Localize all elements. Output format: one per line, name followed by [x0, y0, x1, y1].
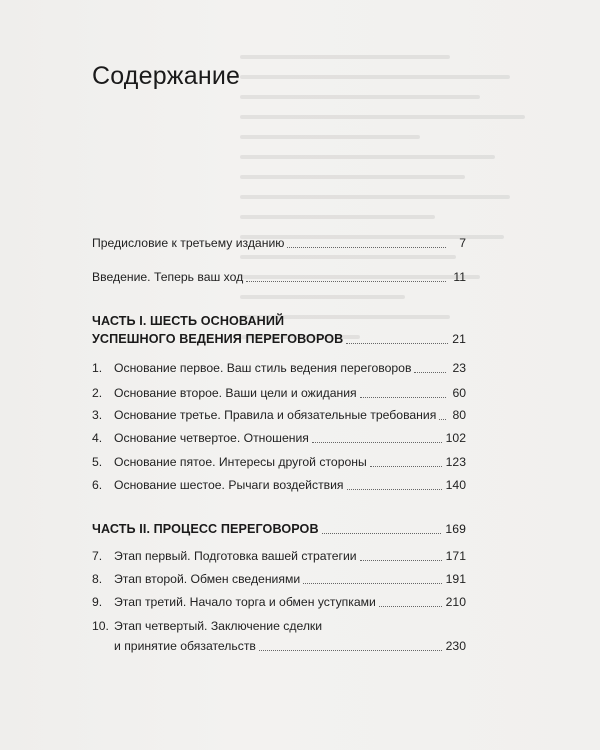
toc-page-number: 23	[452, 361, 466, 375]
toc-entry-chapter-1[interactable]	[92, 361, 466, 376]
dot-leader	[360, 559, 442, 561]
dot-leader	[322, 532, 442, 534]
toc-entry-chapter-3[interactable]	[92, 408, 466, 423]
toc-page-number: 60	[452, 386, 466, 400]
toc-entry-text: Основание первое. Ваш стиль ведения переговоров	[114, 361, 412, 375]
toc-entry-preface[interactable]	[92, 236, 466, 251]
toc-entry-text: Этап третий. Начало торга и обмен уступками	[114, 595, 376, 609]
part-heading-line1: ЧАСТЬ II. ПРОЦЕСС ПЕРЕГОВОРОВ	[92, 522, 319, 536]
dot-leader	[259, 649, 442, 651]
chapter-number: 1.	[92, 361, 103, 375]
toc-page-number: 169	[445, 522, 466, 536]
toc-entry-text: Основание третье. Правила и обязательные требования	[114, 408, 437, 422]
toc-entry-text: Основание пятое. Интересы другой стороны	[114, 455, 367, 469]
toc-entry-chapter-6[interactable]	[92, 478, 466, 493]
chapter-number: 5.	[92, 455, 103, 469]
toc-page-number: 21	[452, 332, 466, 346]
toc-page-number: 11	[453, 270, 466, 284]
chapter-number: 8.	[92, 572, 103, 586]
toc-page-number: 140	[445, 478, 466, 492]
toc-entry-chapter-8[interactable]	[92, 572, 466, 587]
toc-page-number: 230	[445, 639, 466, 653]
toc-page-number: 191	[445, 572, 466, 586]
dot-leader	[414, 371, 446, 373]
toc-entry-text-line2: и принятие обязательств	[114, 639, 256, 653]
toc-entry-chapter-4[interactable]	[92, 431, 466, 446]
dot-leader	[439, 418, 446, 420]
toc-page-number: 171	[445, 549, 466, 563]
toc-entry-chapter-9[interactable]	[92, 595, 466, 610]
toc-entry-text: Основание четвертое. Отношения	[114, 431, 309, 445]
dot-leader	[347, 488, 442, 490]
toc-entry-text: Этап второй. Обмен сведениями	[114, 572, 301, 586]
toc-entry-text: Этап первый. Подготовка вашей стратегии	[114, 549, 357, 563]
toc-entry-text: Основание второе. Ваши цели и ожидания	[114, 386, 357, 400]
part-heading-line2: УСПЕШНОГО ВЕДЕНИЯ ПЕРЕГОВОРОВ	[92, 332, 344, 346]
page-title: Содержание	[92, 62, 241, 90]
dot-leader	[379, 605, 442, 607]
dot-leader	[346, 342, 448, 344]
toc-part-2[interactable]	[92, 520, 466, 538]
toc-part-1[interactable]	[92, 312, 466, 348]
chapter-number: 10.	[92, 619, 109, 633]
toc-entry-text: Предисловие к третьему изданию	[92, 236, 285, 250]
toc-entry-chapter-7[interactable]	[92, 549, 466, 564]
chapter-number: 6.	[92, 478, 103, 492]
dot-leader	[246, 280, 446, 282]
dot-leader	[303, 582, 442, 584]
chapter-number: 4.	[92, 431, 103, 445]
toc-entry-text-line1: Этап четвертый. Заключение сделки	[114, 619, 323, 633]
toc-page-number: 123	[445, 455, 466, 469]
chapter-number: 9.	[92, 595, 103, 609]
toc-entry-text: Введение. Теперь ваш ход	[92, 270, 244, 284]
toc-page-number: 210	[445, 595, 466, 609]
chapter-number: 2.	[92, 386, 103, 400]
toc-entry-chapter-5[interactable]	[92, 455, 466, 470]
dot-leader	[360, 396, 446, 398]
toc-entry-chapter-10[interactable]	[92, 618, 466, 654]
toc-entry-text: Основание шестое. Рычаги воздействия	[114, 478, 344, 492]
dot-leader	[312, 441, 442, 443]
chapter-number: 7.	[92, 549, 103, 563]
dot-leader	[287, 246, 446, 248]
toc-page-number: 102	[445, 431, 466, 445]
part-heading-line1: ЧАСТЬ I. ШЕСТЬ ОСНОВАНИЙ	[92, 314, 285, 328]
toc-entry-chapter-2[interactable]	[92, 386, 466, 401]
toc-entry-introduction[interactable]	[92, 270, 466, 285]
toc-page-number: 7	[459, 236, 466, 250]
dot-leader	[370, 465, 442, 467]
chapter-number: 3.	[92, 408, 103, 422]
toc-page-number: 80	[452, 408, 466, 422]
